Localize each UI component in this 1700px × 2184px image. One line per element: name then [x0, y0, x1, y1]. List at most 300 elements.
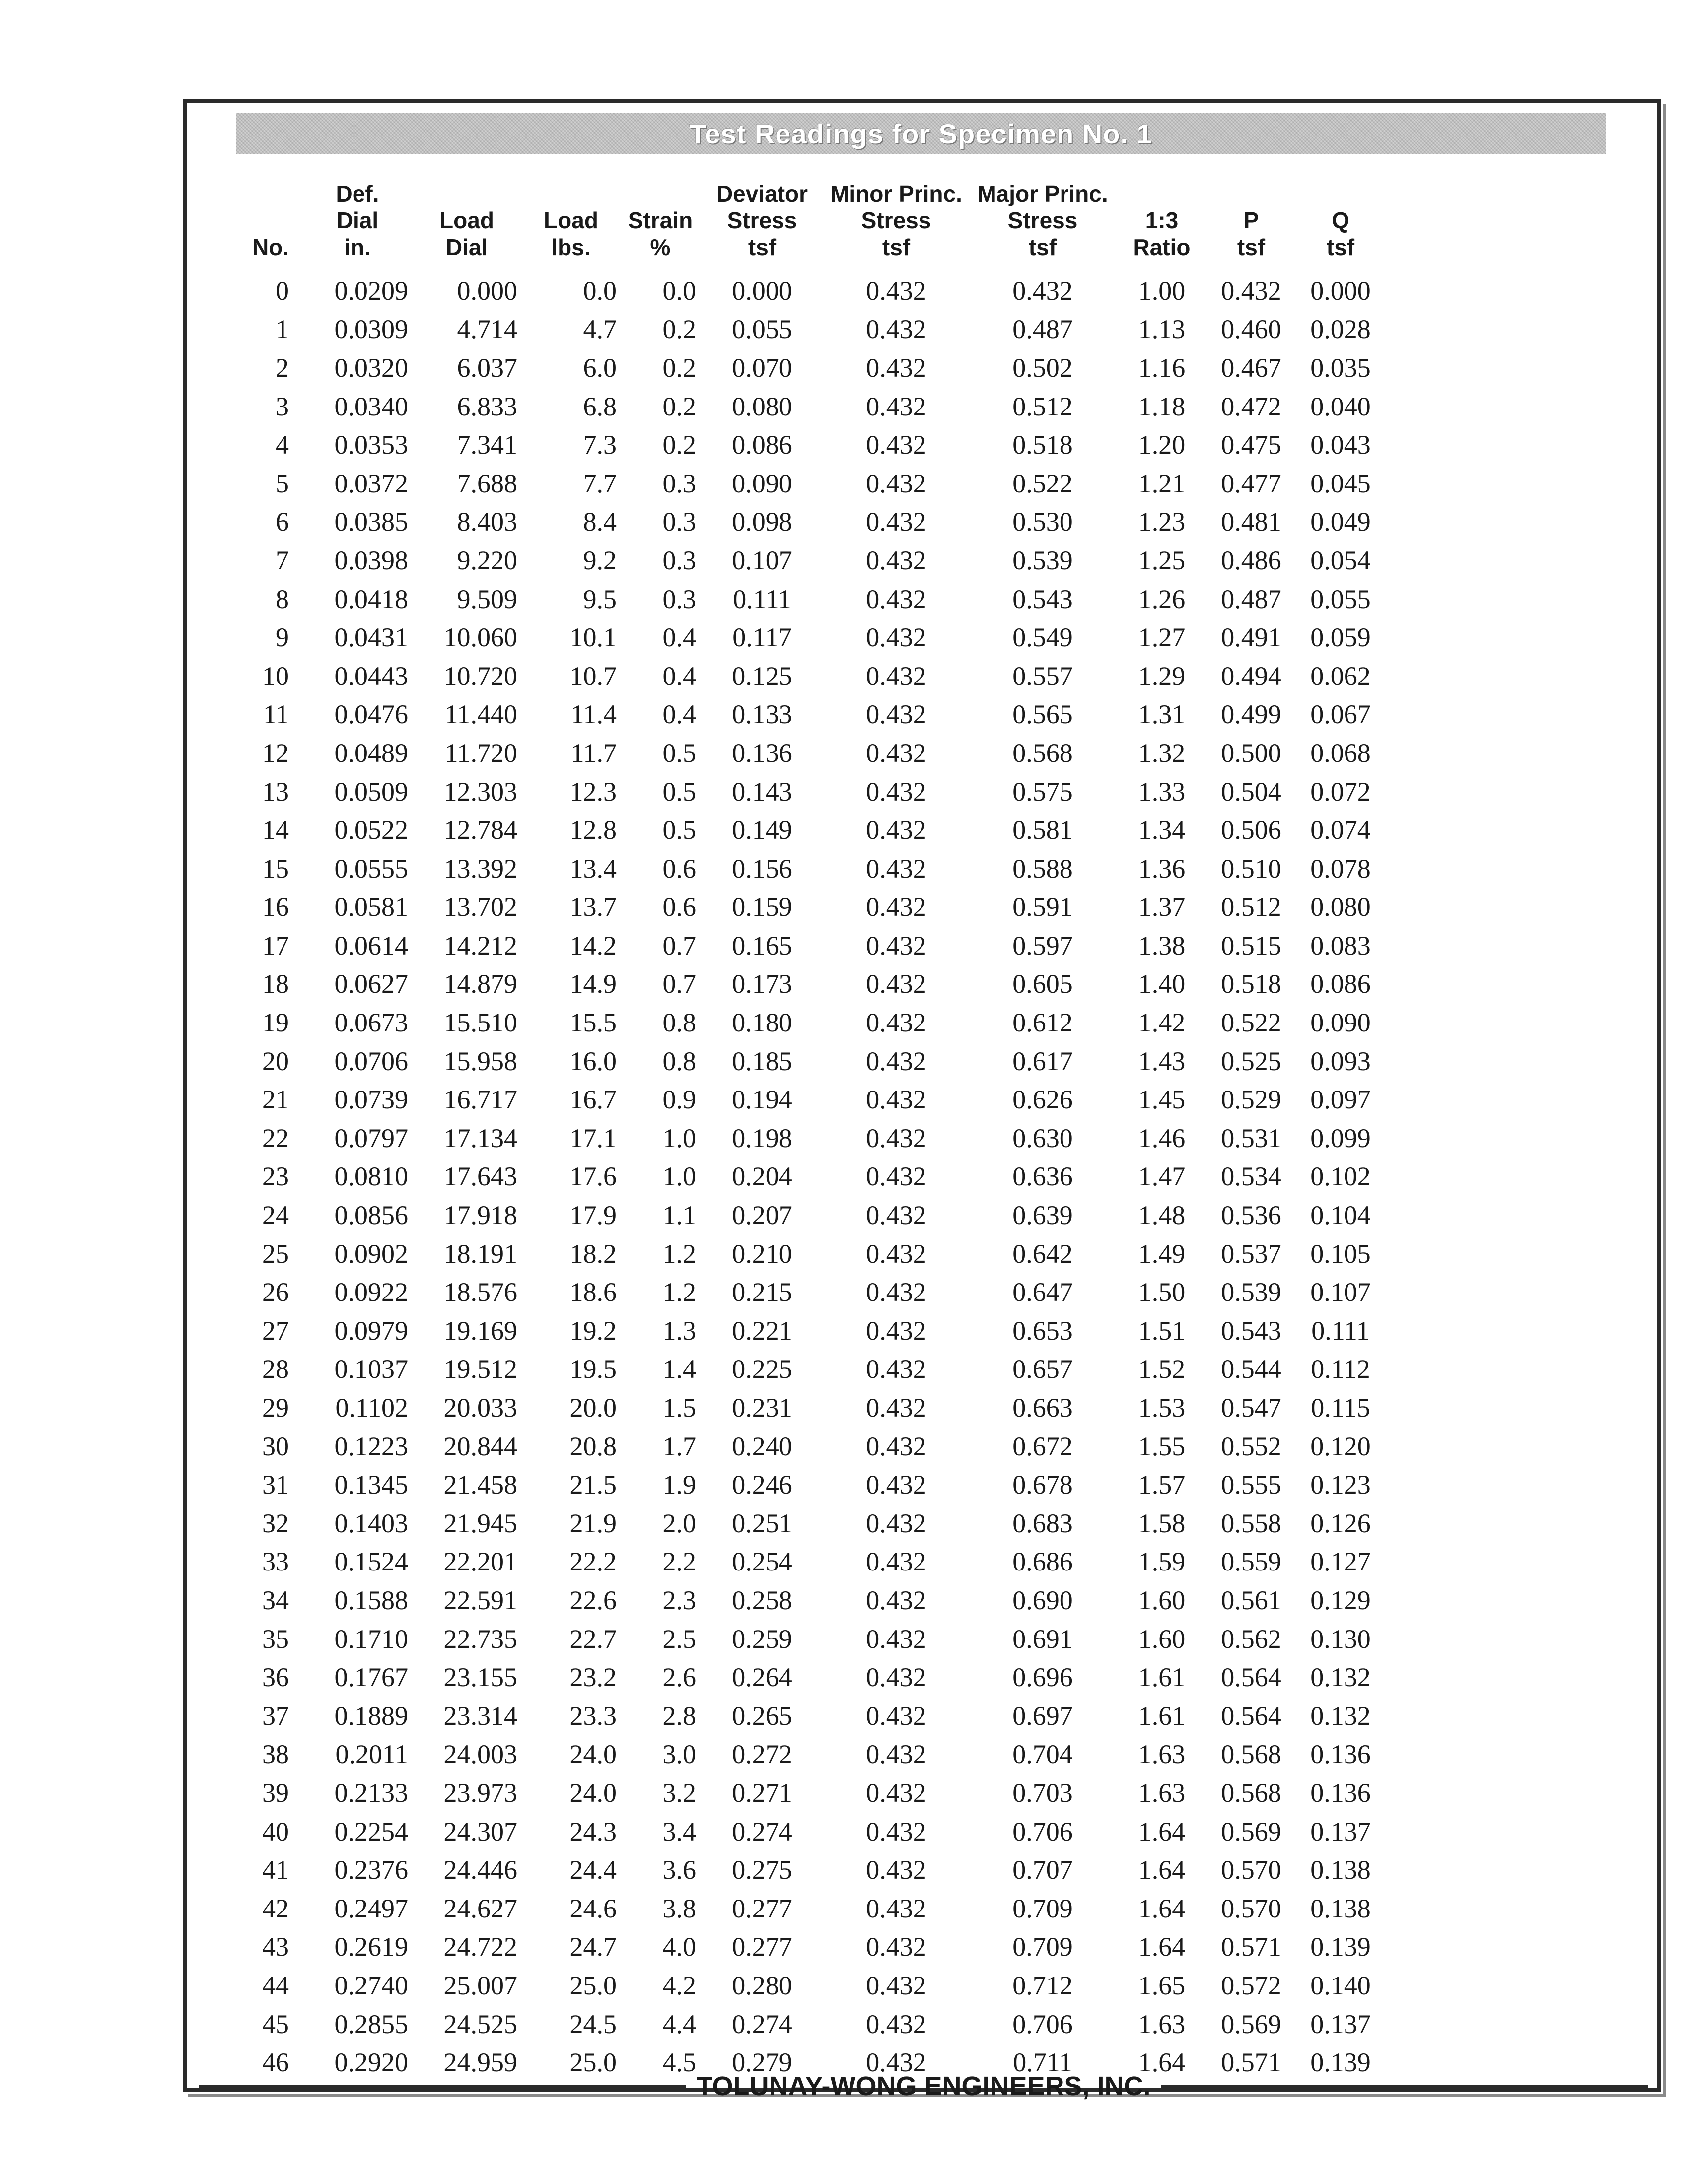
table-cell: 20: [262, 1046, 289, 1076]
column-header: [238, 171, 303, 272]
table-cell: 6: [276, 507, 289, 537]
table-cell: 14.9: [569, 969, 617, 999]
table-cell: 7.688: [457, 468, 517, 498]
column-header-line: No.: [252, 234, 289, 260]
table-cell: 41: [262, 1855, 289, 1885]
table-cell: 0.591: [1012, 892, 1073, 922]
table-cell: 0.2: [662, 430, 696, 460]
footer: [189, 2069, 1658, 2104]
column-header-line: tsf: [748, 234, 777, 260]
table-cell: 0.612: [1012, 1008, 1073, 1038]
table-cell: 0.432: [866, 275, 926, 306]
column-header-line: Stress: [727, 207, 797, 233]
table-cell: 24.4: [569, 1855, 617, 1885]
table-cell: 0: [276, 275, 289, 306]
table-cell: 1.13: [1138, 314, 1186, 344]
table-cell: 0.703: [1012, 1777, 1073, 1808]
column-header-line: [240, 180, 301, 207]
column-header: [1117, 171, 1206, 272]
table-row: [238, 1928, 1385, 1967]
table-row: [238, 1350, 1385, 1389]
table-cell: 25.0: [569, 1970, 617, 2000]
table-cell: 0.475: [1221, 430, 1281, 460]
table-cell: 20.844: [443, 1431, 517, 1461]
table-cell: 0.432: [866, 468, 926, 498]
table-cell: 1.60: [1138, 1585, 1186, 1615]
table-cell: 0.704: [1012, 1739, 1073, 1770]
table-cell: 0.432: [866, 738, 926, 768]
table-cell: 1.47: [1138, 1161, 1186, 1192]
table-cell: 0.432: [866, 1624, 926, 1654]
table-cell: 24.5: [569, 2009, 617, 2039]
table-cell: 0.136: [1310, 1739, 1371, 1770]
table-row: [238, 2005, 1385, 2044]
table-cell: 0.040: [1310, 391, 1371, 421]
table-cell: 0.198: [732, 1123, 792, 1153]
table-cell: 32: [262, 1508, 289, 1538]
table-cell: 0.557: [1012, 661, 1073, 691]
table-cell: 0.028: [1310, 314, 1371, 344]
table-row: [238, 734, 1385, 772]
table-cell: 19.2: [569, 1315, 617, 1346]
table-cell: 1.38: [1138, 930, 1186, 960]
table-cell: 1.61: [1138, 1701, 1186, 1731]
table-row: [238, 1658, 1385, 1697]
table-cell: 1.64: [1138, 2048, 1186, 2078]
table-cell: 1.9: [662, 1470, 696, 1500]
table-cell: 0.529: [1221, 1085, 1281, 1115]
table-cell: 0.0522: [334, 815, 408, 845]
table-cell: 17: [262, 930, 289, 960]
table-cell: 16.0: [569, 1046, 617, 1076]
table-cell: 0.0902: [334, 1238, 408, 1269]
table-row: [238, 1581, 1385, 1620]
table-cell: 0.140: [1310, 1970, 1371, 2000]
table-cell: 0.432: [866, 699, 926, 730]
table-cell: 0.277: [732, 1932, 792, 1962]
table-cell: 40: [262, 1816, 289, 1846]
table-cell: 14.212: [443, 930, 517, 960]
table-cell: 1.18: [1138, 391, 1186, 421]
table-cell: 0.432: [866, 314, 926, 344]
table-cell: 0.2: [662, 352, 696, 383]
table-cell: 0.102: [1310, 1161, 1371, 1192]
table-cell: 0.111: [1311, 1315, 1370, 1346]
table-cell: 9.220: [457, 545, 517, 575]
table-cell: 3.0: [662, 1739, 696, 1770]
column-header-line: %: [650, 234, 671, 260]
table-cell: 0.504: [1221, 776, 1281, 807]
table-cell: 11.4: [570, 699, 617, 730]
table-cell: 0.0476: [334, 699, 408, 730]
table-cell: 0.502: [1012, 352, 1073, 383]
table-cell: 2.2: [662, 1547, 696, 1577]
table-cell: 0.067: [1310, 699, 1371, 730]
table-cell: 0.204: [732, 1161, 792, 1192]
table-cell: 0.043: [1310, 430, 1371, 460]
column-header-line: 1:3: [1145, 207, 1179, 233]
table-cell: 42: [262, 1893, 289, 1923]
table-row: [238, 1042, 1385, 1081]
table-cell: 0.045: [1310, 468, 1371, 498]
column-header-line: tsf: [1326, 234, 1355, 260]
table-cell: 0.132: [1310, 1701, 1371, 1731]
table-cell: 0.000: [457, 275, 517, 306]
column-header-line: Load: [544, 207, 598, 233]
table-cell: 0.486: [1221, 545, 1281, 575]
table-cell: 0.552: [1221, 1431, 1281, 1461]
table-cell: 0.0509: [334, 776, 408, 807]
table-row: [238, 1158, 1385, 1196]
table-cell: 13.7: [569, 892, 617, 922]
table-cell: 17.643: [443, 1161, 517, 1192]
table-cell: 0.432: [866, 622, 926, 653]
table-cell: 0.3: [662, 468, 696, 498]
table-cell: 0.8: [662, 1046, 696, 1076]
table-cell: 21.458: [443, 1470, 517, 1500]
table-cell: 0.6: [662, 892, 696, 922]
table-cell: 0.647: [1012, 1277, 1073, 1307]
table-cell: 0.074: [1310, 815, 1371, 845]
table-cell: 0.707: [1012, 1855, 1073, 1885]
table-cell: 4.5: [662, 2048, 696, 2078]
table-cell: 2.3: [662, 1585, 696, 1615]
footer-rule-right: [1161, 2085, 1648, 2088]
column-header-line: P: [1243, 207, 1259, 233]
table-cell: 0.090: [1310, 1008, 1371, 1038]
table-cell: 0.274: [732, 2009, 792, 2039]
table-cell: 1.37: [1138, 892, 1186, 922]
column-header-line: Ratio: [1133, 234, 1191, 260]
table-cell: 0.035: [1310, 352, 1371, 383]
table-cell: 0.251: [732, 1508, 792, 1538]
table-cell: 0.0797: [334, 1123, 408, 1153]
table-cell: 1.16: [1138, 352, 1186, 383]
table-cell: 25.007: [443, 1970, 517, 2000]
table-cell: 0.130: [1310, 1624, 1371, 1654]
table-cell: 0.678: [1012, 1470, 1073, 1500]
table-cell: 23.2: [569, 1662, 617, 1693]
table-cell: 11.440: [444, 699, 517, 730]
table-cell: 20.033: [443, 1393, 517, 1423]
table-cell: 0.0614: [334, 930, 408, 960]
table-cell: 0.1767: [334, 1662, 408, 1693]
table-row: [238, 1966, 1385, 2005]
table-cell: 0.139: [1310, 1932, 1371, 1962]
table-cell: 23.314: [443, 1701, 517, 1731]
table-cell: 0.143: [732, 776, 792, 807]
table-cell: 0.272: [732, 1739, 792, 1770]
table-cell: 0.494: [1221, 661, 1281, 691]
table-cell: 0.0320: [334, 352, 408, 383]
table-cell: 22.735: [443, 1624, 517, 1654]
table-cell: 0.054: [1310, 545, 1371, 575]
table-cell: 0.1403: [334, 1508, 408, 1538]
table-cell: 0.279: [732, 2048, 792, 2078]
table-cell: 0.539: [1221, 1277, 1281, 1307]
table-cell: 0.564: [1221, 1701, 1281, 1731]
table-cell: 0.706: [1012, 1816, 1073, 1846]
table-cell: 0.432: [866, 1200, 926, 1230]
table-cell: 0.0340: [334, 391, 408, 421]
table-cell: 0.2011: [335, 1739, 408, 1770]
table-cell: 0.5: [662, 738, 696, 768]
table-cell: 0.432: [866, 1662, 926, 1693]
table-cell: 9.2: [583, 545, 617, 575]
table-cell: 0.090: [732, 468, 792, 498]
table-cell: 0.0353: [334, 430, 408, 460]
table-cell: 0.2497: [334, 1893, 408, 1923]
table-cell: 0.070: [732, 352, 792, 383]
table-cell: 0.539: [1012, 545, 1073, 575]
table-cell: 0.642: [1012, 1238, 1073, 1269]
table-cell: 0.133: [732, 699, 792, 730]
table-cell: 1.00: [1138, 275, 1186, 306]
table-cell: 0.536: [1221, 1200, 1281, 1230]
table-cell: 29: [262, 1393, 289, 1423]
table-cell: 0.487: [1012, 314, 1073, 344]
table-row: [238, 387, 1385, 426]
table-cell: 0.549: [1012, 622, 1073, 653]
table-cell: 45: [262, 2009, 289, 2039]
table-cell: 0.571: [1221, 2048, 1281, 2078]
column-header-line: Minor Princ.: [830, 181, 962, 206]
table-cell: 0.558: [1221, 1508, 1281, 1538]
table-cell: 0.0581: [334, 892, 408, 922]
table-cell: 6.0: [583, 352, 617, 383]
table-row: [238, 965, 1385, 1004]
table-cell: 0.2: [662, 314, 696, 344]
table-cell: 1.26: [1138, 584, 1186, 614]
table-cell: 0.432: [866, 1431, 926, 1461]
table-cell: 1.51: [1138, 1315, 1186, 1346]
table-cell: 37: [262, 1701, 289, 1731]
table-cell: 3.2: [662, 1777, 696, 1808]
table-cell: 1.36: [1138, 853, 1186, 884]
table-cell: 4: [276, 430, 289, 460]
table-cell: 0.432: [866, 776, 926, 807]
table-cell: 24.446: [443, 1855, 517, 1885]
table-cell: 24.525: [443, 2009, 517, 2039]
table-cell: 0.512: [1221, 892, 1281, 922]
table-cell: 0.4: [662, 699, 696, 730]
table-cell: 0.107: [732, 545, 792, 575]
table-cell: 0.709: [1012, 1932, 1073, 1962]
table-cell: 6.037: [457, 352, 517, 383]
table-cell: 0.098: [732, 507, 792, 537]
table-cell: 22.7: [569, 1624, 617, 1654]
table-cell: 22.591: [443, 1585, 517, 1615]
table-cell: 0.657: [1012, 1354, 1073, 1384]
table-cell: 12: [262, 738, 289, 768]
table-cell: 1.34: [1138, 815, 1186, 845]
table-cell: 0.572: [1221, 1970, 1281, 2000]
table-cell: 0.059: [1310, 622, 1371, 653]
table-cell: 1.50: [1138, 1277, 1186, 1307]
title-banner: [236, 113, 1606, 154]
table-row: [238, 348, 1385, 387]
table-cell: 0.0856: [334, 1200, 408, 1230]
table-row: [238, 926, 1385, 965]
table-cell: 1.45: [1138, 1085, 1186, 1115]
table-cell: 1.0: [662, 1161, 696, 1192]
table-cell: 17.9: [569, 1200, 617, 1230]
table-row: [238, 657, 1385, 695]
table-cell: 27: [262, 1315, 289, 1346]
table-cell: 0.575: [1012, 776, 1073, 807]
table-cell: 24.0: [569, 1739, 617, 1770]
table-cell: 0.690: [1012, 1585, 1073, 1615]
table-cell: 0.165: [732, 930, 792, 960]
table-cell: 3: [276, 391, 289, 421]
table-row: [238, 1388, 1385, 1427]
table-cell: 34: [262, 1585, 289, 1615]
table-cell: 0.137: [1310, 1816, 1371, 1846]
column-header-line: Stress: [861, 207, 931, 233]
table-cell: 1.64: [1138, 1816, 1186, 1846]
table-cell: 0.117: [732, 622, 792, 653]
table-cell: 0.221: [732, 1315, 792, 1346]
table-cell: 0.432: [866, 430, 926, 460]
column-header-line: [240, 207, 301, 234]
table-row: [238, 1196, 1385, 1234]
table-cell: 24.722: [443, 1932, 517, 1962]
table-cell: 0.568: [1221, 1777, 1281, 1808]
table-cell: 0.2: [662, 391, 696, 421]
table-row: [238, 272, 1385, 310]
table-cell: 0.7: [662, 930, 696, 960]
table-cell: 0.2619: [334, 1932, 408, 1962]
table-cell: 0.569: [1221, 1816, 1281, 1846]
table-cell: 0.0922: [334, 1277, 408, 1307]
table-cell: 0.559: [1221, 1547, 1281, 1577]
table-cell: 10.1: [569, 622, 617, 653]
table-cell: 0.481: [1221, 507, 1281, 537]
table-cell: 24.003: [443, 1739, 517, 1770]
table-cell: 0.271: [732, 1777, 792, 1808]
table-row: [238, 618, 1385, 657]
table-cell: 0.111: [733, 584, 791, 614]
table-cell: 0.264: [732, 1662, 792, 1693]
table-cell: 16.717: [443, 1085, 517, 1115]
table-cell: 13: [262, 776, 289, 807]
table-cell: 0.432: [866, 892, 926, 922]
table-cell: 1.4: [662, 1354, 696, 1384]
table-cell: 0.432: [866, 507, 926, 537]
table-cell: 0.1223: [334, 1431, 408, 1461]
table-cell: 0.5: [662, 815, 696, 845]
table-cell: 1.63: [1138, 1777, 1186, 1808]
column-header-line: [523, 180, 619, 207]
table-cell: 25: [262, 1238, 289, 1269]
table-cell: 1.2: [662, 1238, 696, 1269]
table-row: [238, 849, 1385, 888]
table-cell: 12.303: [443, 776, 517, 807]
table-cell: 0.1710: [334, 1624, 408, 1654]
table-cell: 0.432: [866, 1085, 926, 1115]
table-row: [238, 1273, 1385, 1311]
table-row: [238, 541, 1385, 580]
table-cell: 0.432: [866, 2009, 926, 2039]
table-cell: 17.1: [569, 1123, 617, 1153]
table-cell: 1.27: [1138, 622, 1186, 653]
table-cell: 0.207: [732, 1200, 792, 1230]
table-cell: 0.080: [732, 391, 792, 421]
table-cell: 0.0: [662, 275, 696, 306]
table-cell: 0.432: [866, 930, 926, 960]
table-cell: 30: [262, 1431, 289, 1461]
table-cell: 24.7: [569, 1932, 617, 1962]
table-cell: 0.139: [1310, 2048, 1371, 2078]
table-cell: 0.104: [1310, 1200, 1371, 1230]
table-cell: 0.0418: [334, 584, 408, 614]
table-cell: 1.25: [1138, 545, 1186, 575]
table-cell: 0.2855: [334, 2009, 408, 2039]
table-cell: 13.4: [569, 853, 617, 884]
table-cell: 0.159: [732, 892, 792, 922]
table-cell: 1.2: [662, 1277, 696, 1307]
table-cell: 0.240: [732, 1431, 792, 1461]
column-header-line: lbs.: [551, 234, 591, 260]
table-cell: 0.432: [866, 1585, 926, 1615]
table-cell: 0.683: [1012, 1508, 1073, 1538]
table-cell: 1.5: [662, 1393, 696, 1423]
table-cell: 0.0810: [334, 1161, 408, 1192]
table-cell: 0.617: [1012, 1046, 1073, 1076]
table-cell: 14.879: [443, 969, 517, 999]
table-cell: 22: [262, 1123, 289, 1153]
table-row: [238, 1735, 1385, 1774]
table-cell: 0.099: [1310, 1123, 1371, 1153]
table-cell: 0.000: [1310, 275, 1371, 306]
table-cell: 22.2: [569, 1547, 617, 1577]
table-cell: 0.9: [662, 1085, 696, 1115]
table-cell: 0.432: [866, 1547, 926, 1577]
table-cell: 0.672: [1012, 1431, 1073, 1461]
table-cell: 0.432: [866, 661, 926, 691]
table-cell: 0.4: [662, 622, 696, 653]
table-cell: 0.0739: [334, 1085, 408, 1115]
table-cell: 0.093: [1310, 1046, 1371, 1076]
table-cell: 0.1588: [334, 1585, 408, 1615]
table-cell: 0.2133: [334, 1777, 408, 1808]
table-cell: 25.0: [569, 2048, 617, 2078]
table-cell: 0.173: [732, 969, 792, 999]
table-row: [238, 1543, 1385, 1581]
table-cell: 0.2376: [334, 1855, 408, 1885]
table-row: [238, 1504, 1385, 1543]
table-cell: 0.0979: [334, 1315, 408, 1346]
table-cell: 1.3: [662, 1315, 696, 1346]
table-cell: 0.254: [732, 1547, 792, 1577]
table-cell: 0.555: [1221, 1470, 1281, 1500]
table-cell: 0.499: [1221, 699, 1281, 730]
table-cell: 17.6: [569, 1161, 617, 1192]
table-cell: 0.062: [1310, 661, 1371, 691]
table-cell: 0.569: [1221, 2009, 1281, 2039]
table-cell: 0.626: [1012, 1085, 1073, 1115]
table-cell: 12.3: [569, 776, 617, 807]
column-header-line: [623, 180, 698, 207]
table-cell: 7: [276, 545, 289, 575]
table-cell: 0.0555: [334, 853, 408, 884]
table-cell: 1.46: [1138, 1123, 1186, 1153]
table-row: [238, 1620, 1385, 1658]
table-cell: 0.4: [662, 661, 696, 691]
table-cell: 0.432: [1012, 275, 1073, 306]
table-row: [238, 1697, 1385, 1735]
table-cell: 0.274: [732, 1816, 792, 1846]
